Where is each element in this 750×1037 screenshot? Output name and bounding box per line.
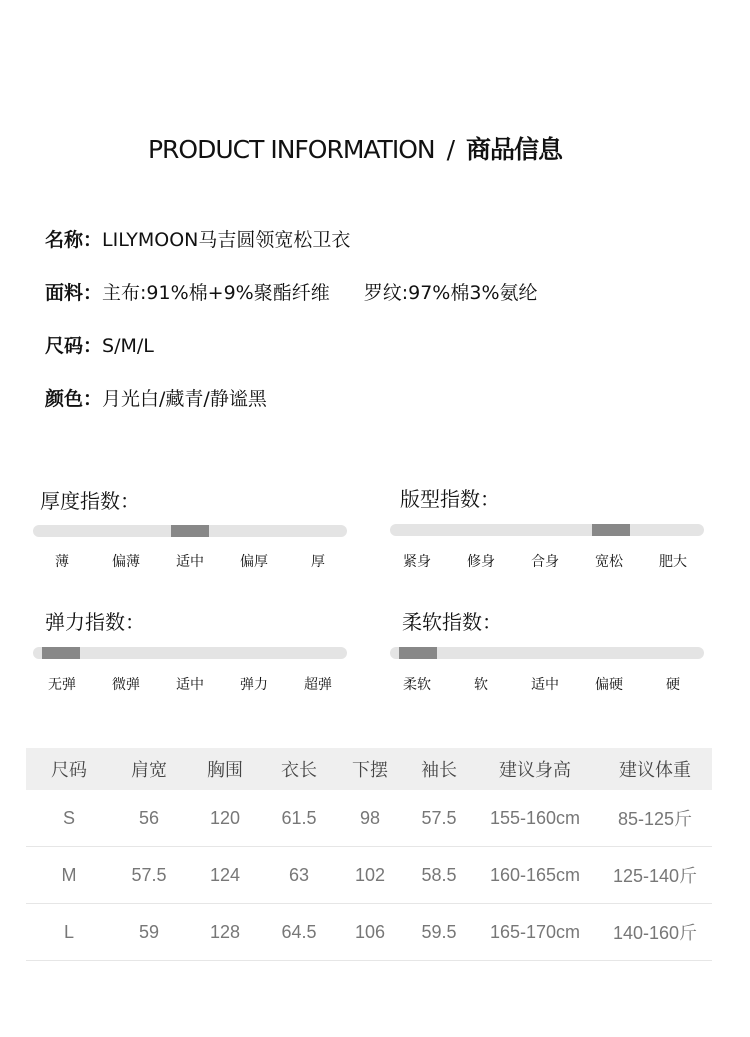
table-cell: 140-160斤	[598, 904, 712, 961]
table-cell: 59	[112, 904, 186, 961]
table-cell: 124	[186, 847, 264, 904]
info-name-row	[45, 225, 350, 252]
table-row	[26, 904, 712, 961]
thickness-meter-track	[33, 525, 347, 537]
softness-meter-ticks	[390, 674, 704, 694]
info-fabric-row	[45, 278, 538, 305]
thickness-meter-ticks	[33, 551, 347, 571]
elasticity-meter	[33, 606, 349, 693]
size-table-header: 袖长	[406, 748, 472, 790]
size-table-header: 建议体重	[598, 748, 712, 790]
softness-tick: 偏硬	[595, 677, 623, 693]
table-cell: 102	[334, 847, 406, 904]
table-cell: 160-165cm	[472, 847, 598, 904]
table-cell: 58.5	[406, 847, 472, 904]
info-color-row	[45, 384, 267, 411]
size-table-header-row	[26, 748, 712, 790]
elasticity-tick: 无弹	[48, 677, 76, 693]
fit-meter-indicator	[592, 524, 630, 536]
table-cell: 85-125斤	[598, 790, 712, 847]
elasticity-tick: 适中	[176, 677, 204, 693]
fit-meter	[390, 483, 706, 570]
table-cell: 57.5	[112, 847, 186, 904]
fit-meter-track	[390, 524, 704, 536]
fit-meter-ticks	[390, 551, 704, 571]
thickness-tick: 薄	[55, 554, 69, 570]
table-cell: 59.5	[406, 904, 472, 961]
softness-meter-indicator	[399, 647, 437, 659]
thickness-meter	[33, 485, 349, 570]
info-size-row	[45, 331, 154, 358]
info-name-value: LILYMOON马吉圆领宽松卫衣	[102, 229, 351, 251]
table-cell: 63	[264, 847, 334, 904]
elasticity-meter-ticks	[33, 674, 347, 694]
fit-tick: 紧身	[403, 554, 431, 570]
elasticity-tick: 微弹	[112, 677, 140, 693]
table-cell: 61.5	[264, 790, 334, 847]
info-color-value: 月光白/藏青/静谧黑	[102, 388, 267, 410]
info-fabric-main: 主布:91%棉+9%聚酯纤维	[102, 282, 330, 304]
table-cell: M	[26, 847, 112, 904]
info-color-label: 颜色：	[45, 388, 103, 410]
elasticity-tick: 超弹	[304, 677, 332, 693]
table-cell: S	[26, 790, 112, 847]
table-cell: 57.5	[406, 790, 472, 847]
size-table	[26, 748, 712, 961]
table-cell: 98	[334, 790, 406, 847]
table-row	[26, 847, 712, 904]
fit-tick: 修身	[467, 554, 495, 570]
table-cell: 120	[186, 790, 264, 847]
size-table-header: 尺码	[26, 748, 112, 790]
softness-meter-track	[390, 647, 704, 659]
page-title	[0, 130, 710, 166]
table-cell: L	[26, 904, 112, 961]
info-name-label: 名称：	[45, 229, 103, 251]
softness-tick: 适中	[531, 677, 559, 693]
thickness-tick: 适中	[176, 554, 204, 570]
fit-tick: 合身	[531, 554, 559, 570]
fit-meter-title: 版型指数：	[400, 487, 500, 511]
info-size-label: 尺码：	[45, 335, 103, 357]
softness-tick: 硬	[666, 677, 680, 693]
elasticity-tick: 弹力	[240, 677, 268, 693]
elasticity-meter-indicator	[42, 647, 80, 659]
title-en: PRODUCT INFORMATION	[147, 135, 435, 164]
thickness-meter-title: 厚度指数：	[40, 489, 140, 513]
size-table-header: 肩宽	[112, 748, 186, 790]
thickness-tick: 偏厚	[240, 554, 268, 570]
table-cell: 128	[186, 904, 264, 961]
softness-tick: 软	[474, 677, 488, 693]
title-separator: /	[446, 135, 455, 164]
fit-tick: 宽松	[595, 554, 623, 570]
thickness-tick: 偏薄	[112, 554, 140, 570]
table-cell: 165-170cm	[472, 904, 598, 961]
softness-tick: 柔软	[403, 677, 431, 693]
softness-meter-title: 柔软指数：	[402, 610, 502, 634]
size-table-header: 胸围	[186, 748, 264, 790]
elasticity-meter-title: 弹力指数：	[45, 610, 145, 634]
table-cell: 64.5	[264, 904, 334, 961]
thickness-tick: 厚	[311, 554, 325, 570]
thickness-meter-indicator	[171, 525, 209, 537]
softness-meter	[390, 606, 706, 693]
table-cell: 125-140斤	[598, 847, 712, 904]
info-fabric-label: 面料：	[45, 282, 103, 304]
info-size-value: S/M/L	[102, 335, 154, 357]
size-table-header: 建议身高	[472, 748, 598, 790]
elasticity-meter-track	[33, 647, 347, 659]
table-cell: 155-160cm	[472, 790, 598, 847]
table-row	[26, 790, 712, 847]
title-cn: 商品信息	[466, 135, 563, 164]
table-cell: 106	[334, 904, 406, 961]
table-cell: 56	[112, 790, 186, 847]
size-table-header: 衣长	[264, 748, 334, 790]
info-fabric-rib: 罗纹:97%棉3%氨纶	[363, 282, 538, 304]
size-table-header: 下摆	[334, 748, 406, 790]
fit-tick: 肥大	[659, 554, 687, 570]
